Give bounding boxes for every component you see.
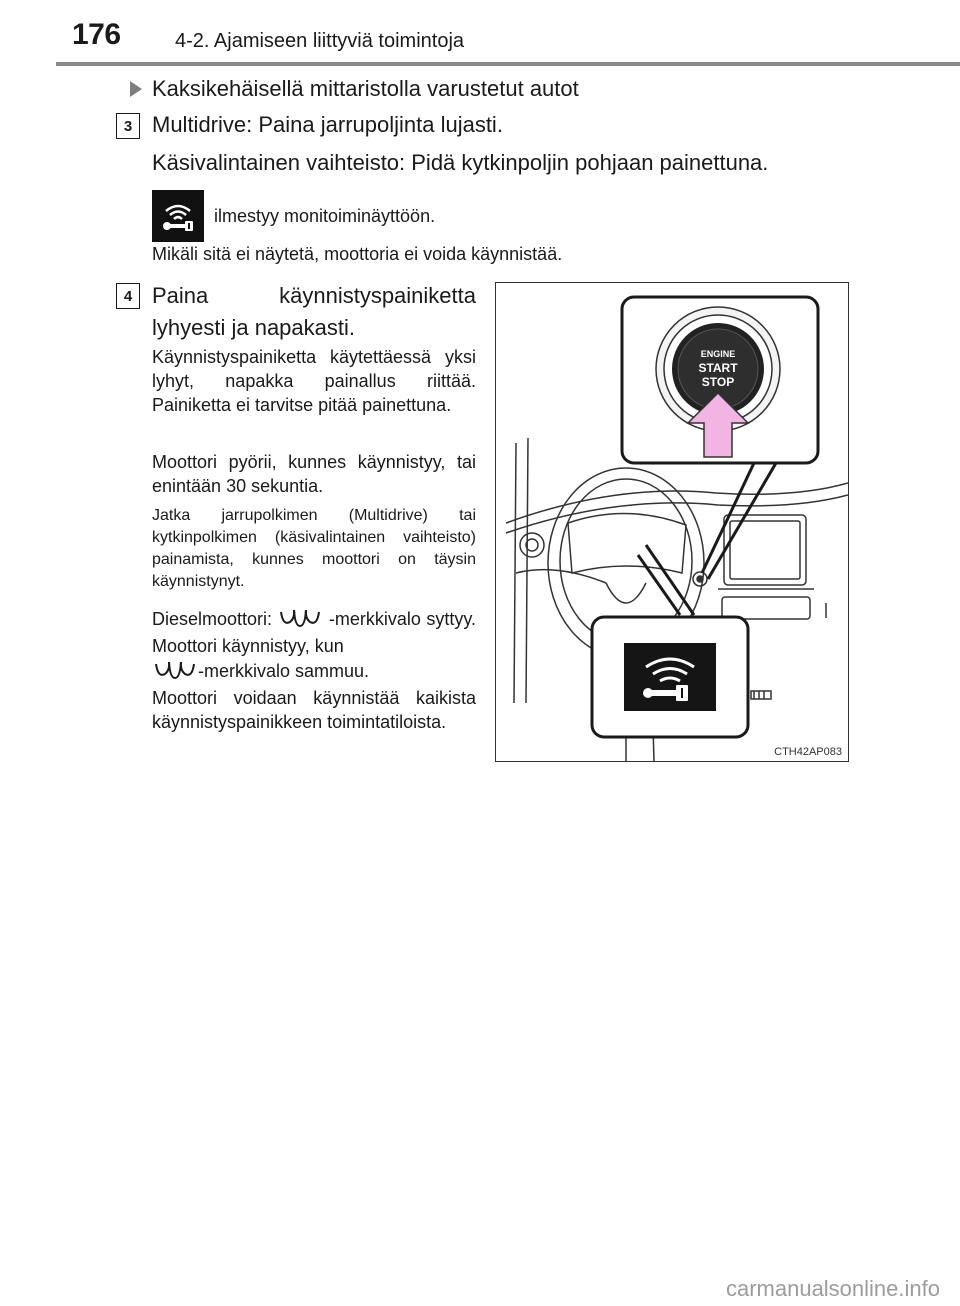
header-divider xyxy=(56,62,960,66)
step4-para3: Jatka jarrupolkimen (Multidrive) tai kytkinpolkimen (käsivalintainen vaihteisto) painamista, kunnes moottori on täysin käynnistynyt. xyxy=(152,507,476,590)
button-text-start: START xyxy=(698,361,738,375)
step3-note: Mikäli sitä ei näytetä, moottoria ei voida käynnistää. xyxy=(152,244,563,264)
button-text-engine: ENGINE xyxy=(700,349,736,359)
page-number: 176 xyxy=(72,18,121,51)
figure-caption: CTH42AP083 xyxy=(774,746,842,758)
step-badge-3: 3 xyxy=(116,113,140,139)
para4-part-b: -merkkivalo syttyy. Moottori käynnistyy, kun xyxy=(152,608,476,656)
step3-line2: Käsivalintainen vaihteisto: Pidä kytkinpoljin pohjaan painettuna. xyxy=(152,150,769,175)
button-text-stop: STOP xyxy=(701,375,735,389)
step4-title: Paina käynnistyspainiketta lyhyesti ja napakasti. xyxy=(152,283,476,340)
glow-plug-icon-2 xyxy=(152,658,198,686)
indicator-row xyxy=(152,190,435,242)
step4-para5: Moottori voidaan käynnistää kaikista käynnistyspainikkeen toimintatiloista. xyxy=(152,688,476,732)
para4-part-a: Dieselmoottori: xyxy=(152,608,273,629)
step4-para1: Käynnistyspainiketta käytettäessä yksi lyhyt, napakka painallus riittää. Painiketta ei tarvitse pitää painettuna. xyxy=(152,347,476,415)
bullet-heading xyxy=(130,76,579,102)
triangle-bullet-icon xyxy=(130,81,142,97)
engine-start-figure xyxy=(495,282,849,762)
dashboard-illustration xyxy=(496,283,848,761)
step-badge-4: 4 xyxy=(116,283,140,309)
indicator-text: ilmestyy monitoiminäyttöön. xyxy=(214,205,436,226)
glow-plug-icon xyxy=(277,606,323,634)
step4-para4 xyxy=(152,606,476,686)
watermark: carmanualsonline.info xyxy=(725,1276,940,1301)
bullet-text: Kaksikehäisellä mittaristolla varustetut autot xyxy=(152,76,579,101)
key-indicator-icon xyxy=(152,190,204,242)
step4-para2: Moottori pyörii, kunnes käynnistyy, tai enintään 30 sekuntia. xyxy=(152,452,476,496)
para4-part-c: -merkkivalo sammuu. xyxy=(198,660,370,681)
step3-line1: Multidrive: Paina jarrupoljinta lujasti. xyxy=(152,112,503,137)
section-title: 4-2. Ajamiseen liittyviä toimintoja xyxy=(175,30,465,52)
